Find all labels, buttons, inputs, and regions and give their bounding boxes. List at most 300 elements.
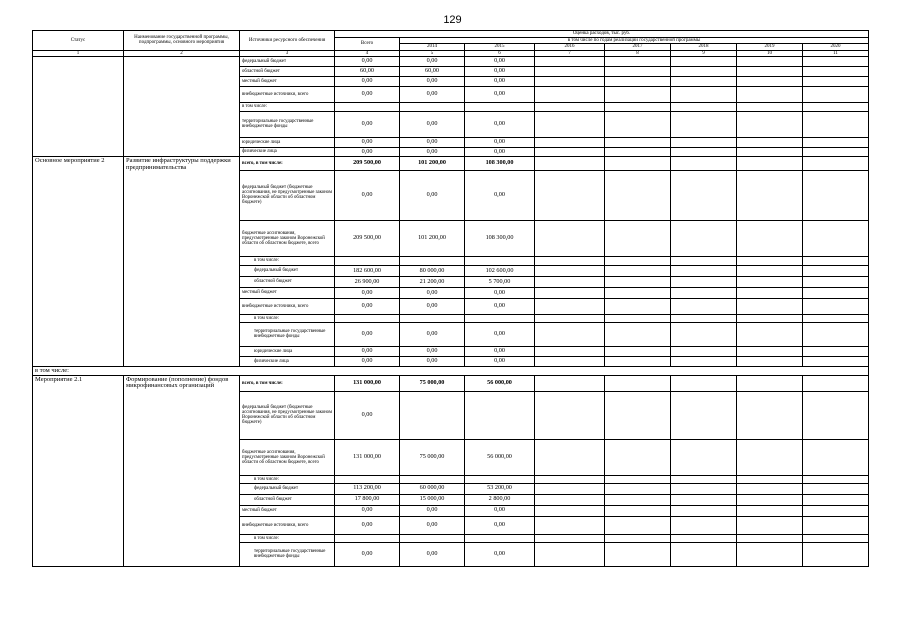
total-cell: 60,00 xyxy=(335,66,400,76)
source-cell: федеральный бюджет xyxy=(240,483,335,494)
year-value-cell: 0,00 xyxy=(465,287,535,298)
empty-year-cell xyxy=(605,391,671,439)
year-value-cell xyxy=(400,256,465,265)
source-cell: федеральный бюджет (бюджетные ассигнования, не предусмотренные законом Воронежской области об областном бюджете) xyxy=(240,170,335,220)
empty-year-cell xyxy=(803,111,869,137)
total-cell: 0,00 xyxy=(335,516,400,534)
total-cell: 0,00 xyxy=(335,505,400,516)
empty-year-cell xyxy=(605,475,671,483)
year-value-cell: 0,00 xyxy=(465,322,535,346)
year-value-cell: 60 000,00 xyxy=(400,483,465,494)
total-cell: 0,00 xyxy=(335,76,400,86)
empty-year-cell xyxy=(535,86,605,102)
total-cell: 0,00 xyxy=(335,111,400,137)
total-cell: 131 000,00 xyxy=(335,375,400,391)
source-cell: территориальные государственные внебюджетные фонды xyxy=(240,322,335,346)
column-number: 4 xyxy=(335,50,400,56)
year-value-cell: 0,00 xyxy=(465,147,535,156)
year-value-cell: 0,00 xyxy=(400,542,465,566)
year-value-cell: 0,00 xyxy=(465,111,535,137)
empty-year-cell xyxy=(737,137,803,147)
source-cell: территориальные государственные внебюджетные фонды xyxy=(240,542,335,566)
total-cell: 0,00 xyxy=(335,542,400,566)
total-cell: 17 800,00 xyxy=(335,494,400,505)
column-number: 5 xyxy=(400,50,465,56)
empty-year-cell xyxy=(605,346,671,356)
empty-year-cell xyxy=(671,494,737,505)
empty-year-cell xyxy=(535,346,605,356)
total-cell: 209 500,00 xyxy=(335,220,400,256)
empty-year-cell xyxy=(737,170,803,220)
empty-year-cell xyxy=(803,137,869,147)
empty-year-cell xyxy=(535,534,605,542)
empty-year-cell xyxy=(605,483,671,494)
total-cell: 0,00 xyxy=(335,86,400,102)
name-cell xyxy=(124,56,240,156)
year-value-cell: 0,00 xyxy=(465,137,535,147)
empty-year-cell xyxy=(737,346,803,356)
header-status: Статус xyxy=(33,31,124,51)
empty-year-cell xyxy=(803,102,869,111)
empty-year-cell xyxy=(671,391,737,439)
empty-year-cell xyxy=(535,56,605,66)
empty-year-cell xyxy=(737,475,803,483)
empty-year-cell xyxy=(605,356,671,366)
empty-year-cell xyxy=(737,256,803,265)
budget-table xyxy=(32,30,869,567)
source-cell: юридические лица xyxy=(240,346,335,356)
page-number: 129 xyxy=(443,14,462,26)
empty-year-cell xyxy=(803,391,869,439)
year-value-cell xyxy=(465,534,535,542)
empty-year-cell xyxy=(803,56,869,66)
empty-year-cell xyxy=(671,111,737,137)
empty-year-cell xyxy=(605,439,671,475)
empty-year-cell xyxy=(737,505,803,516)
empty-year-cell xyxy=(803,66,869,76)
empty-year-cell xyxy=(671,475,737,483)
empty-year-cell xyxy=(671,170,737,220)
empty-year-cell xyxy=(605,287,671,298)
source-cell: в том числе: xyxy=(240,102,335,111)
year-value-cell: 101 200,00 xyxy=(400,220,465,256)
source-cell: всего, в том числе: xyxy=(240,156,335,170)
empty-year-cell xyxy=(535,505,605,516)
empty-year-cell xyxy=(535,439,605,475)
empty-year-cell xyxy=(605,375,671,391)
empty-year-cell xyxy=(605,220,671,256)
empty-year-cell xyxy=(737,86,803,102)
empty-year-cell xyxy=(803,256,869,265)
year-value-cell: 53 200,00 xyxy=(465,483,535,494)
empty-year-cell xyxy=(803,356,869,366)
header-year: 2014 xyxy=(400,44,465,50)
total-cell: 0,00 xyxy=(335,346,400,356)
empty-year-cell xyxy=(535,483,605,494)
empty-year-cell xyxy=(605,156,671,170)
empty-year-cell xyxy=(803,314,869,322)
empty-year-cell xyxy=(671,137,737,147)
empty-year-cell xyxy=(605,86,671,102)
year-value-cell: 0,00 xyxy=(400,147,465,156)
year-value-cell: 0,00 xyxy=(465,56,535,66)
source-cell: в том числе: xyxy=(240,534,335,542)
year-value-cell xyxy=(465,475,535,483)
section-label: в том числе: xyxy=(33,366,869,375)
empty-year-cell xyxy=(605,505,671,516)
year-value-cell xyxy=(400,314,465,322)
empty-year-cell xyxy=(803,170,869,220)
empty-year-cell xyxy=(671,298,737,314)
empty-year-cell xyxy=(803,516,869,534)
empty-year-cell xyxy=(803,375,869,391)
empty-year-cell xyxy=(605,147,671,156)
column-number: 7 xyxy=(535,50,605,56)
empty-year-cell xyxy=(737,439,803,475)
year-value-cell: 0,00 xyxy=(400,298,465,314)
total-cell: 0,00 xyxy=(335,56,400,66)
empty-year-cell xyxy=(605,494,671,505)
year-value-cell: 0,00 xyxy=(465,170,535,220)
year-value-cell: 0,00 xyxy=(465,66,535,76)
column-number: 6 xyxy=(465,50,535,56)
empty-year-cell xyxy=(535,322,605,346)
empty-year-cell xyxy=(803,322,869,346)
column-number: 2 xyxy=(124,50,240,56)
empty-year-cell xyxy=(671,102,737,111)
empty-year-cell xyxy=(605,76,671,86)
source-cell: в том числе: xyxy=(240,314,335,322)
empty-year-cell xyxy=(803,346,869,356)
year-value-cell: 0,00 xyxy=(400,346,465,356)
empty-year-cell xyxy=(803,505,869,516)
source-cell: в том числе: xyxy=(240,256,335,265)
empty-year-cell xyxy=(737,156,803,170)
empty-year-cell xyxy=(803,86,869,102)
year-value-cell: 0,00 xyxy=(465,356,535,366)
total-cell: 0,00 xyxy=(335,391,400,439)
total-cell: 26 900,00 xyxy=(335,276,400,287)
source-cell: внебюджетные источники, всего xyxy=(240,86,335,102)
empty-year-cell xyxy=(803,76,869,86)
source-cell: местный бюджет xyxy=(240,76,335,86)
empty-year-cell xyxy=(671,375,737,391)
empty-year-cell xyxy=(605,102,671,111)
year-value-cell: 2 800,00 xyxy=(465,494,535,505)
column-number: 9 xyxy=(671,50,737,56)
empty-year-cell xyxy=(671,276,737,287)
empty-year-cell xyxy=(605,111,671,137)
year-value-cell: 75 000,00 xyxy=(400,375,465,391)
year-value-cell xyxy=(465,391,535,439)
total-cell xyxy=(335,102,400,111)
header-source: Источники ресурсного обеспечения xyxy=(240,31,335,51)
year-value-cell: 60,00 xyxy=(400,66,465,76)
empty-year-cell xyxy=(535,66,605,76)
empty-year-cell xyxy=(605,322,671,346)
year-value-cell: 108 300,00 xyxy=(465,220,535,256)
empty-year-cell xyxy=(737,102,803,111)
source-cell: областной бюджет xyxy=(240,66,335,76)
year-value-cell: 101 200,00 xyxy=(400,156,465,170)
empty-year-cell xyxy=(605,66,671,76)
total-cell: 0,00 xyxy=(335,287,400,298)
year-value-cell xyxy=(465,256,535,265)
name-cell: Формирование (пополнение) фондов микрофинансовых организаций xyxy=(124,375,240,566)
empty-year-cell xyxy=(737,265,803,276)
source-cell: территориальные государственные внебюджетные фонды xyxy=(240,111,335,137)
source-cell: внебюджетные источники, всего xyxy=(240,298,335,314)
empty-year-cell xyxy=(737,76,803,86)
year-value-cell: 0,00 xyxy=(465,298,535,314)
column-number: 8 xyxy=(605,50,671,56)
source-cell: всего, в том числе: xyxy=(240,375,335,391)
empty-year-cell xyxy=(737,391,803,439)
status-cell: Основное мероприятие 2 xyxy=(33,156,124,366)
source-cell: федеральный бюджет xyxy=(240,265,335,276)
empty-year-cell xyxy=(803,534,869,542)
year-value-cell: 80 000,00 xyxy=(400,265,465,276)
empty-year-cell xyxy=(535,76,605,86)
empty-year-cell xyxy=(803,276,869,287)
empty-year-cell xyxy=(737,147,803,156)
source-cell: местный бюджет xyxy=(240,505,335,516)
year-value-cell xyxy=(465,314,535,322)
empty-year-cell xyxy=(737,66,803,76)
year-value-cell: 5 700,00 xyxy=(465,276,535,287)
year-value-cell: 0,00 xyxy=(400,170,465,220)
total-cell: 209 500,00 xyxy=(335,156,400,170)
empty-year-cell xyxy=(803,287,869,298)
empty-year-cell xyxy=(671,86,737,102)
empty-year-cell xyxy=(605,314,671,322)
empty-year-cell xyxy=(535,156,605,170)
year-value-cell xyxy=(400,475,465,483)
source-cell: областной бюджет xyxy=(240,494,335,505)
year-value-cell: 0,00 xyxy=(465,505,535,516)
header-year: 2019 xyxy=(737,44,803,50)
year-value-cell: 0,00 xyxy=(400,76,465,86)
empty-year-cell xyxy=(605,265,671,276)
empty-year-cell xyxy=(535,391,605,439)
empty-year-cell xyxy=(737,375,803,391)
year-value-cell: 0,00 xyxy=(465,86,535,102)
total-cell: 0,00 xyxy=(335,137,400,147)
total-cell: 0,00 xyxy=(335,322,400,346)
empty-year-cell xyxy=(535,220,605,256)
empty-year-cell xyxy=(737,56,803,66)
header-by-years: в том числе по годам реализации государственной программы xyxy=(400,38,869,44)
total-cell: 182 600,00 xyxy=(335,265,400,276)
empty-year-cell xyxy=(535,287,605,298)
empty-year-cell xyxy=(671,156,737,170)
empty-year-cell xyxy=(737,287,803,298)
year-value-cell: 0,00 xyxy=(465,542,535,566)
empty-year-cell xyxy=(605,56,671,66)
empty-year-cell xyxy=(737,314,803,322)
header-year: 2015 xyxy=(465,44,535,50)
empty-year-cell xyxy=(535,111,605,137)
empty-year-cell xyxy=(803,494,869,505)
year-value-cell xyxy=(400,391,465,439)
column-number: 1 xyxy=(33,50,124,56)
header-year: 2016 xyxy=(535,44,605,50)
total-cell: 0,00 xyxy=(335,170,400,220)
empty-year-cell xyxy=(535,314,605,322)
year-value-cell: 56 000,00 xyxy=(465,375,535,391)
year-value-cell: 0,00 xyxy=(400,56,465,66)
year-value-cell: 21 200,00 xyxy=(400,276,465,287)
empty-year-cell xyxy=(605,276,671,287)
year-value-cell: 0,00 xyxy=(400,287,465,298)
empty-year-cell xyxy=(803,475,869,483)
year-value-cell: 56 000,00 xyxy=(465,439,535,475)
year-value-cell: 0,00 xyxy=(400,322,465,346)
total-cell: 0,00 xyxy=(335,298,400,314)
empty-year-cell xyxy=(535,298,605,314)
year-value-cell: 0,00 xyxy=(400,516,465,534)
table-row xyxy=(33,366,869,375)
source-cell: юридические лица xyxy=(240,137,335,147)
empty-year-cell xyxy=(671,220,737,256)
empty-year-cell xyxy=(671,287,737,298)
empty-year-cell xyxy=(737,276,803,287)
year-value-cell: 0,00 xyxy=(465,76,535,86)
empty-year-cell xyxy=(605,542,671,566)
empty-year-cell xyxy=(671,542,737,566)
total-cell: 131 000,00 xyxy=(335,439,400,475)
source-cell: бюджетные ассигнования, предусмотренные законом Воронежской области об областном бюджете, всего xyxy=(240,220,335,256)
year-value-cell xyxy=(400,534,465,542)
empty-year-cell xyxy=(605,256,671,265)
empty-year-cell xyxy=(605,516,671,534)
header-name: Наименование государственной программы, подпрограммы, основного мероприятия xyxy=(124,31,240,51)
empty-year-cell xyxy=(803,298,869,314)
empty-year-cell xyxy=(535,516,605,534)
empty-year-cell xyxy=(535,542,605,566)
empty-year-cell xyxy=(535,170,605,220)
source-cell: внебюджетные источники, всего xyxy=(240,516,335,534)
table-row xyxy=(33,56,869,66)
empty-year-cell xyxy=(671,534,737,542)
empty-year-cell xyxy=(535,102,605,111)
empty-year-cell xyxy=(803,483,869,494)
source-cell: федеральный бюджет xyxy=(240,56,335,66)
empty-year-cell xyxy=(671,439,737,475)
header-year: 2017 xyxy=(605,44,671,50)
empty-year-cell xyxy=(535,494,605,505)
empty-year-cell xyxy=(671,256,737,265)
header-total: Всего xyxy=(335,38,400,51)
empty-year-cell xyxy=(671,147,737,156)
header-year: 2018 xyxy=(671,44,737,50)
year-value-cell xyxy=(465,102,535,111)
source-cell: физические лица xyxy=(240,356,335,366)
empty-year-cell xyxy=(535,276,605,287)
empty-year-cell xyxy=(671,56,737,66)
empty-year-cell xyxy=(671,314,737,322)
empty-year-cell xyxy=(737,111,803,137)
empty-year-cell xyxy=(605,170,671,220)
empty-year-cell xyxy=(737,483,803,494)
empty-year-cell xyxy=(671,66,737,76)
year-value-cell: 0,00 xyxy=(400,137,465,147)
empty-year-cell xyxy=(671,356,737,366)
header-estimate: Оценка расходов, тыс. руб. xyxy=(335,31,869,38)
empty-year-cell xyxy=(671,265,737,276)
source-cell: местный бюджет xyxy=(240,287,335,298)
empty-year-cell xyxy=(671,346,737,356)
source-cell: бюджетные ассигнования, предусмотренные законом Воронежской области об областном бюджете, всего xyxy=(240,439,335,475)
empty-year-cell xyxy=(535,147,605,156)
year-value-cell: 0,00 xyxy=(465,516,535,534)
year-value-cell: 15 000,00 xyxy=(400,494,465,505)
year-value-cell: 108 300,00 xyxy=(465,156,535,170)
total-cell: 0,00 xyxy=(335,356,400,366)
empty-year-cell xyxy=(671,76,737,86)
empty-year-cell xyxy=(803,542,869,566)
empty-year-cell xyxy=(535,356,605,366)
empty-year-cell xyxy=(737,220,803,256)
year-value-cell: 0,00 xyxy=(465,346,535,356)
year-value-cell: 0,00 xyxy=(400,505,465,516)
total-cell: 0,00 xyxy=(335,147,400,156)
empty-year-cell xyxy=(535,256,605,265)
empty-year-cell xyxy=(671,505,737,516)
source-cell: в том числе: xyxy=(240,475,335,483)
empty-year-cell xyxy=(671,483,737,494)
empty-year-cell xyxy=(737,542,803,566)
empty-year-cell xyxy=(737,356,803,366)
year-value-cell: 75 000,00 xyxy=(400,439,465,475)
source-cell: областной бюджет xyxy=(240,276,335,287)
empty-year-cell xyxy=(535,265,605,276)
total-cell xyxy=(335,256,400,265)
year-value-cell: 0,00 xyxy=(400,111,465,137)
header-year: 2020 xyxy=(803,44,869,50)
empty-year-cell xyxy=(605,137,671,147)
status-cell xyxy=(33,56,124,156)
table-row xyxy=(33,156,869,170)
empty-year-cell xyxy=(605,534,671,542)
year-value-cell xyxy=(400,102,465,111)
source-cell: физические лица xyxy=(240,147,335,156)
column-number: 11 xyxy=(803,50,869,56)
empty-year-cell xyxy=(803,156,869,170)
empty-year-cell xyxy=(803,439,869,475)
empty-year-cell xyxy=(535,475,605,483)
name-cell: Развитие инфраструктуры поддержки предпринимательства xyxy=(124,156,240,366)
empty-year-cell xyxy=(737,516,803,534)
empty-year-cell xyxy=(535,375,605,391)
total-cell xyxy=(335,314,400,322)
empty-year-cell xyxy=(671,516,737,534)
empty-year-cell xyxy=(737,534,803,542)
empty-year-cell xyxy=(671,322,737,346)
total-cell xyxy=(335,534,400,542)
total-cell xyxy=(335,475,400,483)
empty-year-cell xyxy=(605,298,671,314)
empty-year-cell xyxy=(737,298,803,314)
year-value-cell: 0,00 xyxy=(400,86,465,102)
empty-year-cell xyxy=(803,265,869,276)
year-value-cell: 102 600,00 xyxy=(465,265,535,276)
source-cell: федеральный бюджет (бюджетные ассигнования, не предусмотренные законом Воронежской области об областном бюджете) xyxy=(240,391,335,439)
status-cell: Мероприятие 2.1 xyxy=(33,375,124,566)
table-row xyxy=(33,375,869,391)
empty-year-cell xyxy=(737,322,803,346)
empty-year-cell xyxy=(803,147,869,156)
